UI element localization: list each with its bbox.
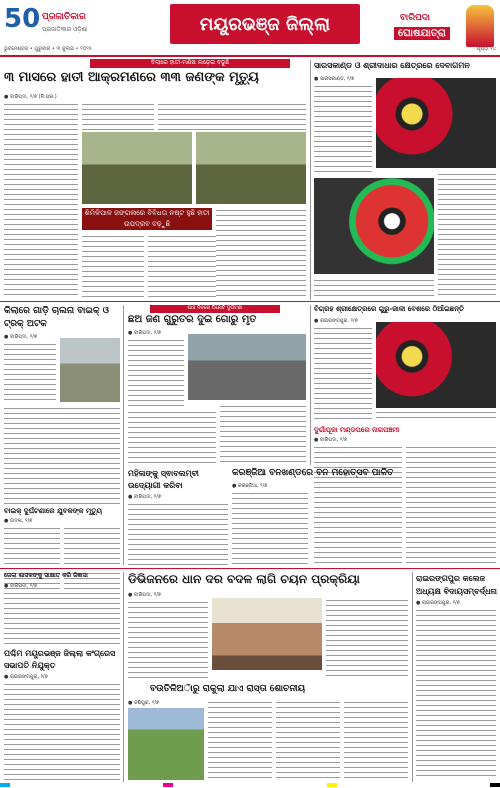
newspaper-brand: ପ୍ରଜାତିକାର: [42, 12, 86, 22]
lead-subhead: ଶିମିଳିପାଳ ଜଙ୍ଗଲରେ ବିବିଧତା ନଷ୍ଟ ହୁଛି ହାତୀ ଉପଦ୍ରବ ବଢ଼ୁଛି: [82, 208, 212, 230]
page-number: ପୃଷ୍ଠା ୧୪: [476, 46, 496, 52]
festival-top-label: ବାରିପଦା: [400, 13, 430, 23]
congress-text: [4, 682, 120, 780]
lead-text-col1: [4, 102, 78, 298]
office-byline: ● ବାରିପଦା, ୨/୭: [4, 583, 38, 589]
cyan-swatch: [0, 783, 10, 787]
bike-text-2: [4, 406, 120, 504]
congress-headline: ପଶ୍ଚିମ ମୟୂରଭଞ୍ଜ ଜିଲ୍ଲା କଂଗ୍ରେସ ସଭାପତି ନିଯୁକ୍ତ: [4, 649, 116, 670]
lead-text-col3a: [158, 102, 306, 130]
festival-banner: [370, 3, 496, 49]
cows-headline: ଛଅ ଜଣ ଗୁରୁତର ଦୁଇ ଗୋରୁ ମୃତ: [128, 314, 257, 325]
cows-text-2: [128, 410, 216, 464]
durga-byline: ● ବାରିପଦା, ୨/୭: [314, 437, 348, 443]
road-text-3: [344, 700, 408, 780]
magenta-swatch: [163, 783, 173, 787]
office-headline: ଜେଲା ଶାସକଙ୍କୁ ସାକ୍ଷାତ କରି ଜିଜ୍ଞାସା: [4, 572, 88, 579]
issue-date: ଭୁବନେଶ୍ବର • ଗୁରୁବାର • ୩ ଜୁଲାଇ • ୨୦୨୫: [4, 46, 92, 52]
cows-byline: ● ବାରିପଦା, ୨/୭: [128, 330, 162, 336]
accident-scene-photo: [188, 334, 306, 400]
bike-headline: କିଲାରେ ଗାଡ଼ି ଚାଲନା ବାଇକ୍ ଓ ଟ୍ରକ୍ ଅଟକ: [4, 306, 109, 329]
forest-byline: ● କରଞ୍ଜିଆ, ୨/୭: [232, 483, 268, 489]
college-byline: ● ରାଇରଙ୍ଗପୁର, ୨/୭: [416, 600, 460, 606]
black-swatch: [490, 783, 500, 787]
deity-photo-2: [314, 178, 434, 274]
devotee-headline: ବିଗ୍ରହ ଶ୍ରୀକ୍ଷେତ୍ରରେ ଗୁରୁ-ଜାଳୀ ବେଶରେ ଠିଆଁଇଛନ୍ତି: [314, 305, 465, 313]
page-title: ମୟୂରଭଞ୍ଜ ଜିଲ୍ଲା: [170, 4, 360, 44]
division-text-1: [128, 600, 208, 680]
rath-headline: ସାରସକାଣ୍ଡ ଓ ଶ୍ରୀଦାଧାର କ୍ଷେତ୍ରରେ ଦେବାଗମନ: [314, 61, 470, 70]
lead-text-col3b: [148, 234, 220, 298]
road-byline: ● ଜଶିପୁର, ୨/୭: [128, 700, 160, 706]
lead-text-col4: [216, 208, 306, 298]
office-text: [4, 591, 120, 645]
column-divider-3: [310, 305, 311, 465]
section-rule-2: [0, 568, 500, 569]
column-divider-2: [123, 305, 124, 565]
road-text-2: [276, 700, 340, 780]
college-text: [416, 608, 496, 780]
anniversary-logo: [4, 4, 124, 48]
devotee-caption: [376, 410, 496, 422]
accident-headline: ବାଇକ୍ ଦୁର୍ଘଟଣାରେ ଯୁବକଙ୍କ ମୃତ୍ୟୁ: [4, 507, 103, 515]
rath-caption: [314, 278, 434, 298]
newspaper-tagline: ପ୍ରଜାତିକାର ଓଡ଼ିଶା: [42, 26, 88, 33]
durga-headline: ଦୁର୍ଗାପୂଜା ମଣ୍ଡପରେ ନାଗପଞ୍ଚମୀ: [314, 426, 400, 434]
lead-text-col2b: [82, 234, 144, 298]
women-text: [128, 502, 228, 566]
accident-byline: ● ଉଦଳା, ୨/୭: [4, 518, 33, 524]
rath-text-col1: [314, 84, 372, 174]
forest-headline: କରଞ୍ଜିଆ ବନଖଣ୍ଡରେ ବନ ମହୋତ୍ସବ ପାଳିତ: [232, 468, 394, 478]
bike-byline: ● ବାରିପଦା, ୨/୭: [4, 334, 38, 340]
chariot-icon: [466, 5, 494, 47]
yellow-swatch: [327, 783, 337, 787]
division-text-2: [326, 598, 408, 680]
column-divider-4: [123, 572, 124, 782]
lead-text-col2a: [82, 102, 154, 130]
lead-kicker: ବିଲାରେ ହାତୀ-ମଣିଷ ଲଢ଼େଇ ବଢୁଛି: [90, 59, 290, 68]
road-text-1: [208, 700, 272, 780]
anniversary-number: 50: [4, 4, 41, 34]
rath-byline: ● ସାରସକାଣ୍ଡ, ୨/୭: [314, 76, 355, 82]
cows-text-3: [220, 404, 306, 464]
section-rule: [0, 301, 500, 302]
masthead-rule: [0, 55, 500, 57]
meeting-photo: [212, 598, 322, 670]
lead-byline: ● ବାରିପଦା, ୨/୭ (ନି.ପ୍ର.): [4, 94, 57, 100]
division-byline: ● ବାରିପଦା, ୨/୭: [128, 592, 162, 598]
durga-text-2: [406, 445, 496, 565]
cows-text-1: [128, 338, 184, 408]
masthead: [0, 0, 500, 54]
column-divider-5: [412, 572, 413, 782]
print-registration-marks: [0, 782, 500, 788]
durga-text-1: [314, 445, 402, 565]
devotee-photo: [376, 322, 496, 408]
road-headline: ବଉତିଳିଅାଁରୁ ରାକୁଲା ଯାଏ ରାସ୍ତା ଶୋଚନୀୟ: [150, 684, 306, 694]
column-divider: [310, 60, 311, 300]
elephant-herd-photo: [196, 132, 306, 204]
rath-text-col2: [438, 172, 496, 298]
seized-vehicles-photo: [60, 338, 120, 402]
dateline: [0, 46, 500, 54]
bike-text-1: [4, 342, 56, 402]
elephant-photo: [82, 132, 192, 204]
division-headline: ଡିଭିଜନରେ ଧାନ ଦର ବଦଳ ଲାଗି ଚୟନ ପ୍ରକ୍ରିୟା: [128, 572, 360, 586]
festival-bottom-label: ଘୋଷଯାତ୍ରା: [394, 27, 450, 40]
women-headline: ମହିଳାଙ୍କୁ ସ୍ଵାବଲମ୍ବୀ ଉଦ୍ୟୋଗୀ କରିବା: [128, 469, 199, 490]
congress-byline: ● ରାଇରଙ୍ଗପୁର, ୨/୭: [4, 674, 48, 680]
cows-kicker: ପାଞ୍ଚ ଦିନରେ ତିନୋଟି ଦୁର୍ଘଟଣା: [150, 305, 280, 313]
forest-text-1: [232, 491, 308, 565]
devotee-byline: ● ରାଇରଙ୍ଗପୁର, ୨/୭: [314, 318, 358, 324]
devotee-text-1: [314, 326, 372, 420]
women-byline: ● ବାରିପଦା, ୨/୭: [128, 494, 162, 500]
deity-photo-1: [376, 78, 496, 168]
road-photo: [128, 708, 204, 780]
lead-headline: ୩ ମାସରେ ହାତୀ ଆକ୍ରମଣରେ ୩୩ ଜଣଙ୍କ ମୃତ୍ୟୁ: [4, 70, 259, 85]
college-headline: ରାଇରଙ୍ଗପୁର କଲେଜ ଅଧ୍ୟକ୍ଷ ବିଦାୟସମ୍ବର୍ଦ୍ଧନା: [416, 574, 497, 596]
